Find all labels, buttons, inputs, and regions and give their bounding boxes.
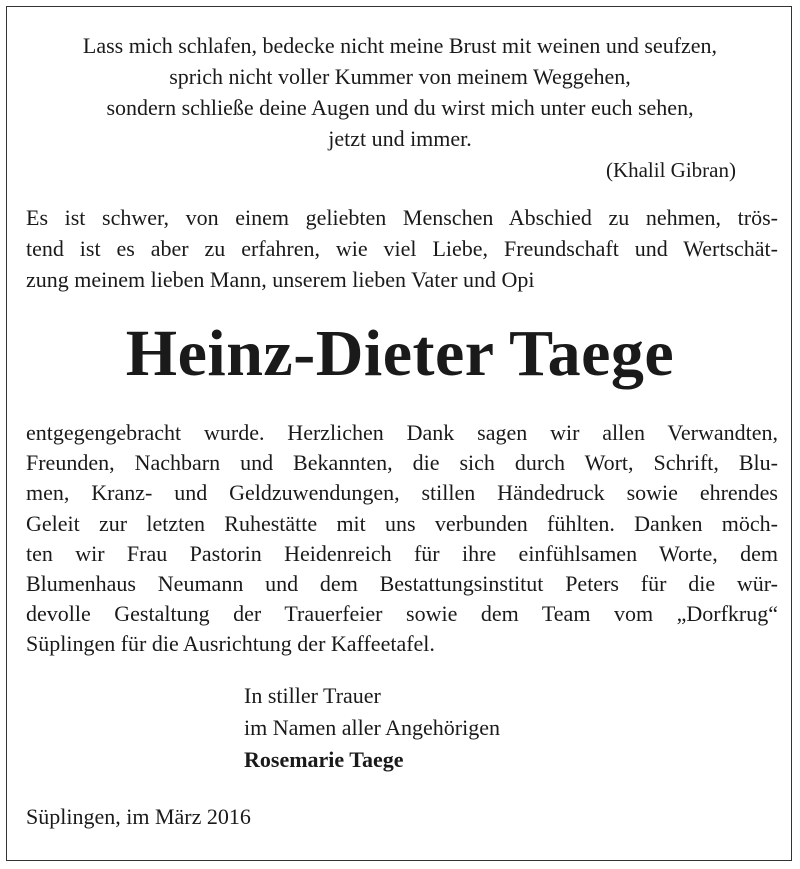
poem-quote — [10, 30, 790, 154]
deceased-name: Heinz-Dieter Taege — [125, 317, 675, 390]
body-line: Süplingen für die Ausrichtung der Kaffeetafel. — [26, 631, 435, 657]
place-date: Süplingen, im März 2016 — [26, 804, 251, 829]
body-line: Blumenhaus Neumann und dem Bestattungsinstitut Peters für die wür- — [26, 571, 778, 597]
poem-line: sprich nicht voller Kummer von meinem Weggehen, — [169, 64, 631, 89]
intro-line: tend ist es aber zu erfahren, wie viel Liebe, Freundschaft und Wertschät- — [26, 236, 778, 261]
poem-line: sondern schließe deine Augen und du wirst mich unter euch sehen, — [106, 95, 694, 120]
body-line: Freunden, Nachbarn und Bekannten, die sich durch Wort, Schrift, Blu- — [26, 450, 778, 476]
closing-block — [244, 680, 500, 776]
body-line: entgegengebracht wurde. Herzlichen Dank sagen wir allen Verwandten, — [26, 420, 778, 445]
closing-line: In stiller Trauer — [244, 683, 381, 708]
thanks-paragraph — [26, 418, 778, 660]
intro-line: zung meinem lieben Mann, unserem lieben Vater und Opi — [26, 267, 535, 292]
closing-line: im Namen aller Angehörigen — [244, 715, 500, 740]
body-line: devolle Gestaltung der Trauerfeier sowie dem Team vom „Dorfkrug“ — [26, 601, 778, 627]
body-line: Geleit zur letzten Ruhestätte mit uns verbunden fühlten. Danken möch- — [26, 510, 778, 536]
intro-paragraph — [26, 202, 778, 295]
poem-author: (Khalil Gibran) — [605, 158, 736, 182]
intro-line: Es ist schwer, von einem geliebten Menschen Abschied zu nehmen, trös- — [26, 205, 778, 230]
body-line: ten wir Frau Pastorin Heidenreich für ihre einfühlsamen Worte, dem — [26, 540, 778, 566]
poem-line: Lass mich schlafen, bedecke nicht meine Brust mit weinen und seufzen, — [82, 33, 718, 58]
poem-line: jetzt und immer. — [328, 126, 472, 151]
signer-name: Rosemarie Taege — [244, 747, 404, 772]
body-line: men, Kranz- und Geldzuwendungen, stillen Händedruck sowie ehrendes — [26, 480, 778, 506]
